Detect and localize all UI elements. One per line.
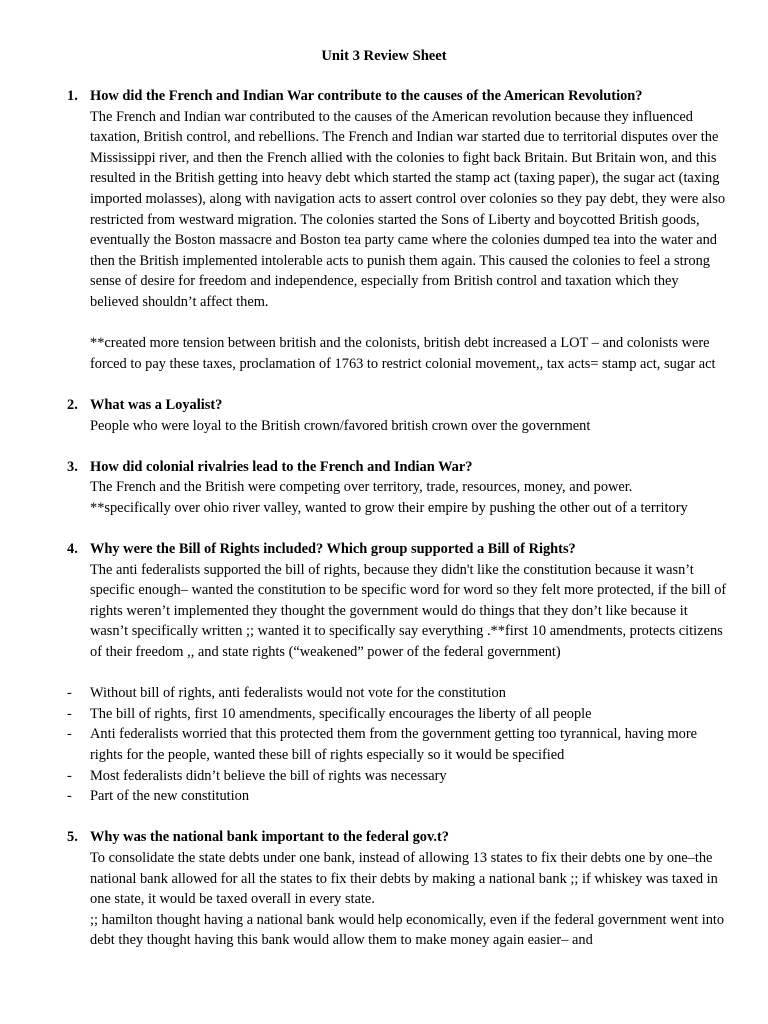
list-item [67, 683, 727, 704]
answer-text: People who were loyal to the British crown/favored british crown over the government [90, 417, 591, 434]
answer-note: ;; hamilton thought having a national bank would help economically, even if the federal government went into debt they thought having this bank would allow them to make money again easier– and [90, 911, 725, 949]
bullet-text: Part of the new constitution [90, 788, 250, 805]
bullet-text: Most federalists didn’t believe the bill of rights was necessary [90, 767, 447, 784]
page-title: Unit 3 Review Sheet [321, 48, 447, 64]
bullet-marker: - [67, 685, 72, 702]
question-3 [67, 457, 727, 519]
spacer [90, 313, 727, 334]
answer-text: The French and the British were competing over territory, trade, resources, money, and power. [90, 479, 633, 496]
question-5 [67, 827, 727, 951]
spacer [67, 663, 727, 684]
bullet-marker: - [67, 705, 72, 722]
list-item [67, 704, 727, 725]
list-item [67, 786, 727, 807]
bullet-text: Without bill of rights, anti federalists would not vote for the constitution [90, 685, 506, 702]
list-item [67, 724, 727, 765]
spacer [67, 374, 727, 395]
question-text: Why were the Bill of Rights included? Which group supported a Bill of Rights? [90, 541, 576, 558]
bullet-marker: - [67, 726, 72, 743]
answer-note: **specifically over ohio river valley, wanted to grow their empire by pushing the other out of a territory [90, 499, 688, 516]
bullet-marker: - [67, 788, 72, 805]
question-number: 3. [67, 458, 78, 475]
question-number: 1. [67, 88, 78, 104]
bullet-text: The bill of rights, first 10 amendments, specifically encourages the liberty of all people [90, 705, 592, 722]
question-4 [67, 539, 727, 663]
question-number: 5. [67, 829, 78, 846]
question-number: 4. [67, 541, 78, 558]
list-item [67, 766, 727, 787]
question-text: What was a Loyalist? [90, 396, 223, 413]
question-text: How did the French and Indian War contribute to the causes of the American Revolution? [90, 88, 643, 104]
question-text: Why was the national bank important to the federal gov.t? [90, 829, 449, 846]
question-2 [67, 395, 727, 436]
question-1 [67, 86, 727, 374]
question-text: How did colonial rivalries lead to the French and Indian War? [90, 458, 473, 475]
spacer [67, 807, 727, 828]
bullet-text: Anti federalists worried that this protected them from the government getting too tyrannical, having more rights for the people, wanted these bill of rights especially so it would be specified [90, 726, 698, 763]
spacer [67, 436, 727, 457]
question-number: 2. [67, 396, 78, 413]
bullet-list [67, 683, 727, 807]
document-body [67, 86, 727, 951]
answer-text: The anti federalists supported the bill of rights, because they didn't like the constitution because it wasn’t specific enough– wanted the constitution to be specific word for word so they felt more protected, if the bill of rights weren’t implemented they thought the government would do things that they don’t like because it wasn’t specifically written ;; wanted it to specifically say everything .**first 10 amendments, protects citizens of their freedom ,, and state rights (“weakened” power of the federal government) [90, 561, 727, 661]
answer-note: **created more tension between british and the colonists, british debt increased a LOT – and colonists were forced to pay these taxes, proclamation of 1763 to restrict colonial movement,, tax acts= stamp act, sugar act [90, 335, 716, 372]
answer-text: To consolidate the state debts under one bank, instead of allowing 13 states to fix their debts one by one–the national bank allowed for all the states to fix their debts by making a national bank ;; if whiskey was taxed in one state, it would be taxed overall in every state. [90, 849, 718, 908]
answer-text: The French and Indian war contributed to the causes of the American revolution because they influenced taxation, British control, and rebellions. The French and Indian war started due to territorial disputes over the Mississippi river, and then the French allied with the colonies to fight back Britain. But Britain won, and this resulted in the British getting into heavy debt which started the stamp act (taxing paper), the sugar act (taxing imported molasses), along with navigation acts to assert control over colonies so they pay debt, they were also restricted from westward migration. The colonies started the Sons of Liberty and boycotted British goods, eventually the Boston massacre and Boston tea party came where the colonies dumped tea into the water and then the British implemented intolerable acts to punish them again. This caused the colonies to feel a strong sense of desire for freedom and independence, especially from British control and taxation which they believed shouldn’t affect them. [90, 108, 726, 310]
spacer [67, 518, 727, 539]
bullet-marker: - [67, 767, 72, 784]
